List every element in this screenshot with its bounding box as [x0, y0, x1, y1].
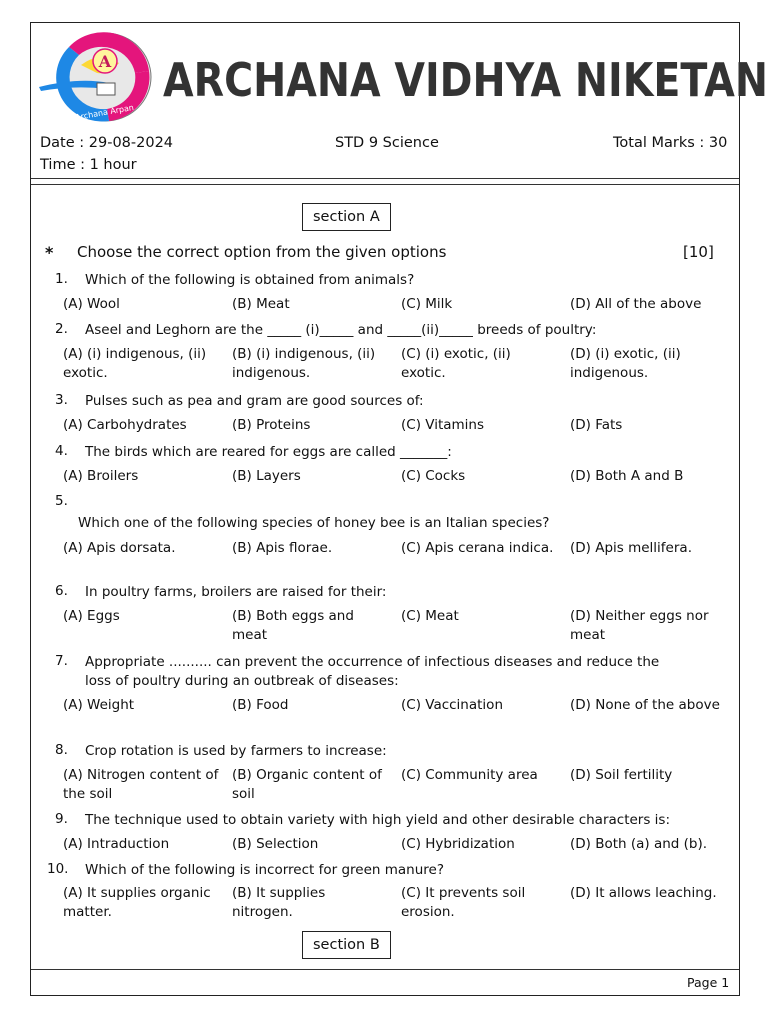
- option-a: (A) Nitrogen content of the soil: [63, 767, 219, 802]
- option-c: (C) (i) exotic, (ii) exotic.: [401, 346, 511, 381]
- option-a: (A) Weight: [63, 697, 135, 713]
- option-b: (B) It supplies nitrogen.: [232, 885, 326, 920]
- question-number: 5.: [55, 493, 68, 509]
- school-logo: [39, 27, 159, 127]
- option-b: (B) Meat: [232, 296, 290, 312]
- instruction-text: Choose the correct option from the given options: [77, 243, 447, 261]
- option-a: (A) Intraduction: [63, 836, 170, 852]
- question-text: Appropriate .......... can prevent the occurrence of infectious diseases and reduce the loss of poultry during an outbreak of diseases:: [85, 654, 660, 689]
- exam-time: Time : 1 hour: [40, 157, 137, 173]
- option-c: (C) It prevents soil erosion.: [401, 885, 526, 920]
- question-text: Which of the following is incorrect for green manure?: [85, 862, 444, 878]
- option-b: (B) Proteins: [232, 417, 311, 433]
- option-d: (D) All of the above: [570, 296, 702, 312]
- option-a: (A) Carbohydrates: [63, 417, 187, 433]
- option-c: (C) Community area: [401, 767, 538, 783]
- total-marks: Total Marks : 30: [613, 135, 728, 151]
- option-a: (A) (i) indigenous, (ii) exotic.: [63, 346, 207, 381]
- option-c: (C) Hybridization: [401, 836, 515, 852]
- option-c: (C) Vitamins: [401, 417, 484, 433]
- option-c: (C) Milk: [401, 296, 453, 312]
- exam-subject: STD 9 Science: [335, 135, 439, 151]
- option-c: (C) Apis cerana indica.: [401, 540, 554, 556]
- paper-header: [31, 23, 768, 181]
- question-text: The birds which are reared for eggs are called _______:: [85, 444, 452, 460]
- option-d: (D) Neither eggs nor meat: [570, 608, 709, 643]
- option-b: (B) Organic content of soil: [232, 767, 382, 802]
- question-number: 1.: [55, 271, 68, 287]
- question-text: Aseel and Leghorn are the _____ (i)_____ and _____(ii)_____ breeds of poultry:: [85, 322, 597, 338]
- question-number: 8.: [55, 742, 68, 758]
- question-text: Which of the following is obtained from animals?: [85, 272, 415, 288]
- footer-divider: [31, 969, 739, 970]
- option-b: (B) Food: [232, 697, 289, 713]
- question-number: 6.: [55, 583, 68, 599]
- option-b: (B) Layers: [232, 468, 301, 484]
- question-text: Which one of the following species of honey bee is an Italian species?: [78, 515, 550, 531]
- question-number: 7.: [55, 653, 68, 669]
- option-a: (A) It supplies organic matter.: [63, 885, 211, 920]
- option-d: (D) None of the above: [570, 697, 720, 713]
- section-a-heading: section A: [302, 203, 391, 231]
- school-name: ARCHANA VIDHYA NIKETAN: [163, 53, 768, 107]
- option-b: (B) (i) indigenous, (ii) indigenous.: [232, 346, 376, 381]
- question-number: 2.: [55, 321, 68, 337]
- question-number: 10.: [47, 861, 69, 877]
- question-text: The technique used to obtain variety with high yield and other desirable characters is:: [85, 812, 671, 828]
- option-a: (A) Eggs: [63, 608, 120, 624]
- option-d: (D) Soil fertility: [570, 767, 673, 783]
- page-number: Page 1: [687, 975, 730, 990]
- header-divider-second: [31, 184, 739, 185]
- svg-text:Archana Arpan: Archana Arpan: [74, 102, 135, 123]
- option-c: (C) Meat: [401, 608, 459, 624]
- question-number: 4.: [55, 443, 68, 459]
- option-b: (B) Apis florae.: [232, 540, 333, 556]
- section-marks: [10]: [683, 243, 714, 261]
- option-a: (A) Wool: [63, 296, 120, 312]
- header-divider: [31, 178, 739, 179]
- option-a: (A) Broilers: [63, 468, 139, 484]
- question-text: In poultry farms, broilers are raised for their:: [85, 584, 387, 600]
- option-d: (D) Apis mellifera.: [570, 540, 692, 556]
- instruction-bullet: *: [45, 243, 54, 262]
- option-c: (C) Cocks: [401, 468, 466, 484]
- option-d: (D) Both A and B: [570, 468, 684, 484]
- exam-date: Date : 29-08-2024: [40, 135, 174, 151]
- option-a: (A) Apis dorsata.: [63, 540, 176, 556]
- question-number: 9.: [55, 811, 68, 827]
- option-b: (B) Both eggs and meat: [232, 608, 354, 643]
- svg-text:A: A: [98, 52, 112, 71]
- question-text: Pulses such as pea and gram are good sources of:: [85, 393, 424, 409]
- question-number: 3.: [55, 392, 68, 408]
- exam-paper: [30, 22, 768, 996]
- option-d: (D) Fats: [570, 417, 623, 433]
- option-b: (B) Selection: [232, 836, 319, 852]
- section-b-heading: section B: [302, 931, 391, 959]
- option-d: (D) It allows leaching.: [570, 885, 717, 901]
- option-d: (D) (i) exotic, (ii) indigenous.: [570, 346, 681, 381]
- option-d: (D) Both (a) and (b).: [570, 836, 708, 852]
- question-text: Crop rotation is used by farmers to increase:: [85, 743, 387, 759]
- option-c: (C) Vaccination: [401, 697, 503, 713]
